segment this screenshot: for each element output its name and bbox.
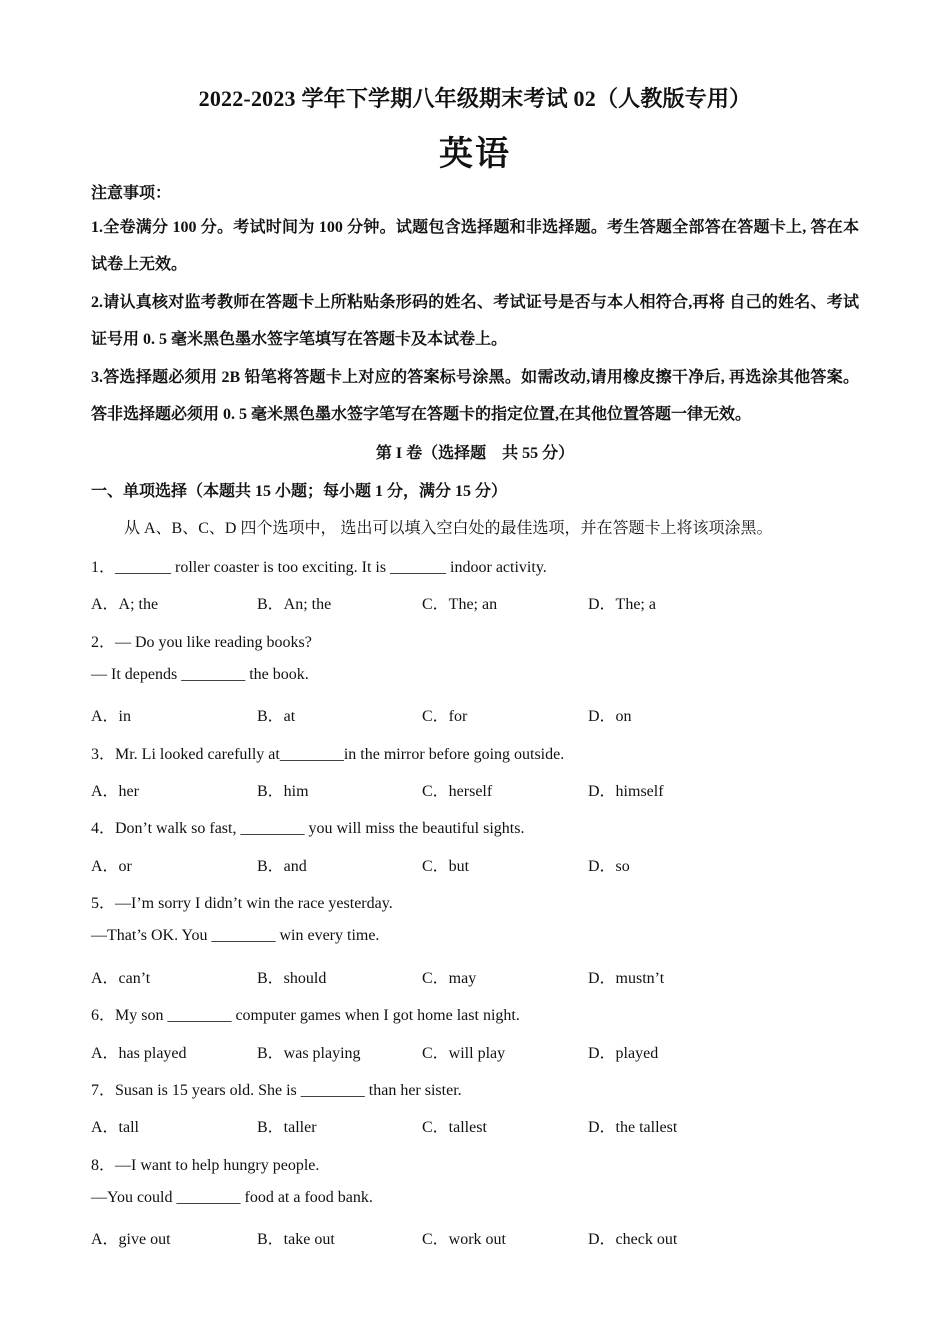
question-8-option-a: A．give out bbox=[91, 1231, 171, 1248]
question-3-option-b: B．him bbox=[257, 783, 309, 800]
question-1-option-b: B．An; the bbox=[257, 596, 332, 613]
question-3-option-c: C．herself bbox=[422, 783, 493, 800]
question-4-option-c: C．but bbox=[422, 858, 470, 875]
part-title: 第 I 卷（选择题 共 55 分） bbox=[375, 445, 575, 462]
question-3-option-d: D．himself bbox=[588, 783, 664, 800]
question-6-option-c: C．will play bbox=[422, 1045, 506, 1062]
question-4-stem: 4．Don’t walk so fast, ________ you will miss the beautiful sights. bbox=[91, 820, 525, 837]
question-6-option-d: D．played bbox=[588, 1045, 659, 1062]
question-2-option-d: D．on bbox=[588, 708, 632, 725]
question-3-option-a: A．her bbox=[91, 783, 139, 800]
question-4-option-b: B．and bbox=[257, 858, 307, 875]
question-5-option-b: B．should bbox=[257, 970, 327, 987]
question-5-stem-line-2: —That’s OK. You ________ win every time. bbox=[91, 927, 380, 944]
question-4-option-a: A．or bbox=[91, 858, 132, 875]
exam-title: 2022-2023 学年下学期八年级期末考试 02（人教版专用） bbox=[198, 86, 752, 111]
question-7-stem: 7．Susan is 15 years old. She is ________ than her sister. bbox=[91, 1082, 462, 1099]
question-7-option-a: A．tall bbox=[91, 1119, 139, 1136]
notice-heading: 注意事项： bbox=[91, 185, 172, 202]
question-6-option-a: A．has played bbox=[91, 1045, 187, 1062]
question-2-option-a: A．in bbox=[91, 708, 132, 725]
question-2-stem-line-2: — It depends ________ the book. bbox=[91, 666, 309, 683]
question-1-stem: 1．_______ roller coaster is too exciting. It is _______ indoor activity. bbox=[91, 559, 547, 576]
section-title: 一、单项选择（本题共 15 小题；每小题 1 分，满分 15 分） bbox=[91, 483, 508, 500]
notice-item-1: 1.全卷满分 100 分。考试时间为 100 分钟。试题包含选择题和非选择题。考生答题全部答在答题卡上, 答在本试卷上无效。 bbox=[91, 219, 859, 273]
notice-item-2: 2.请认真核对监考教师在答题卡上所粘贴条形码的姓名、考试证号是否与本人相符合,再将 自己的姓名、考试证号用 0. 5 毫米黑色墨水签字笔填写在答题卡及本试卷上。 bbox=[91, 294, 859, 348]
question-5-option-d: D．mustn’t bbox=[588, 970, 665, 987]
question-5-option-c: C．may bbox=[422, 970, 477, 987]
question-2-option-b: B．at bbox=[257, 708, 296, 725]
question-8-option-b: B．take out bbox=[257, 1231, 335, 1248]
question-7-option-d: D．the tallest bbox=[588, 1119, 678, 1136]
question-3-stem: 3．Mr. Li looked carefully at________in the mirror before going outside. bbox=[91, 746, 565, 763]
question-7-option-c: C．tallest bbox=[422, 1119, 487, 1136]
question-6-option-b: B．was playing bbox=[257, 1045, 361, 1062]
question-5-option-a: A．can’t bbox=[91, 970, 151, 987]
question-4-option-d: D．so bbox=[588, 858, 630, 875]
question-1-option-d: D．The; a bbox=[588, 596, 656, 613]
question-8-option-c: C．work out bbox=[422, 1231, 507, 1248]
question-2-stem: 2．— Do you like reading books? bbox=[91, 634, 312, 651]
question-1-option-a: A．A; the bbox=[91, 596, 159, 613]
question-8-option-d: D．check out bbox=[588, 1231, 678, 1248]
question-7-option-b: B．taller bbox=[257, 1119, 317, 1136]
notice-item-3: 3.答选择题必须用 2B 铅笔将答题卡上对应的答案标号涂黑。如需改动,请用橡皮擦干净后, 再选涂其他答案。答非选择题必须用 0. 5 毫米黑色墨水签字笔写在答题卡的指定位置,在其他位置答题一律无效。 bbox=[91, 369, 859, 423]
section-instruction: 从 A、B、C、D 四个选项中， 选出可以填入空白处的最佳选项，并在答题卡上将该项涂黑。 bbox=[124, 520, 773, 537]
question-8-stem: 8．—I want to help hungry people. bbox=[91, 1157, 320, 1174]
question-5-stem: 5．—I’m sorry I didn’t win the race yesterday. bbox=[91, 895, 393, 912]
question-8-stem-line-2: —You could ________ food at a food bank. bbox=[91, 1189, 373, 1206]
question-6-stem: 6．My son ________ computer games when I got home last night. bbox=[91, 1007, 520, 1024]
question-1-option-c: C．The; an bbox=[422, 596, 498, 613]
subject-title: 英语 bbox=[439, 136, 511, 173]
question-2-option-c: C．for bbox=[422, 708, 468, 725]
